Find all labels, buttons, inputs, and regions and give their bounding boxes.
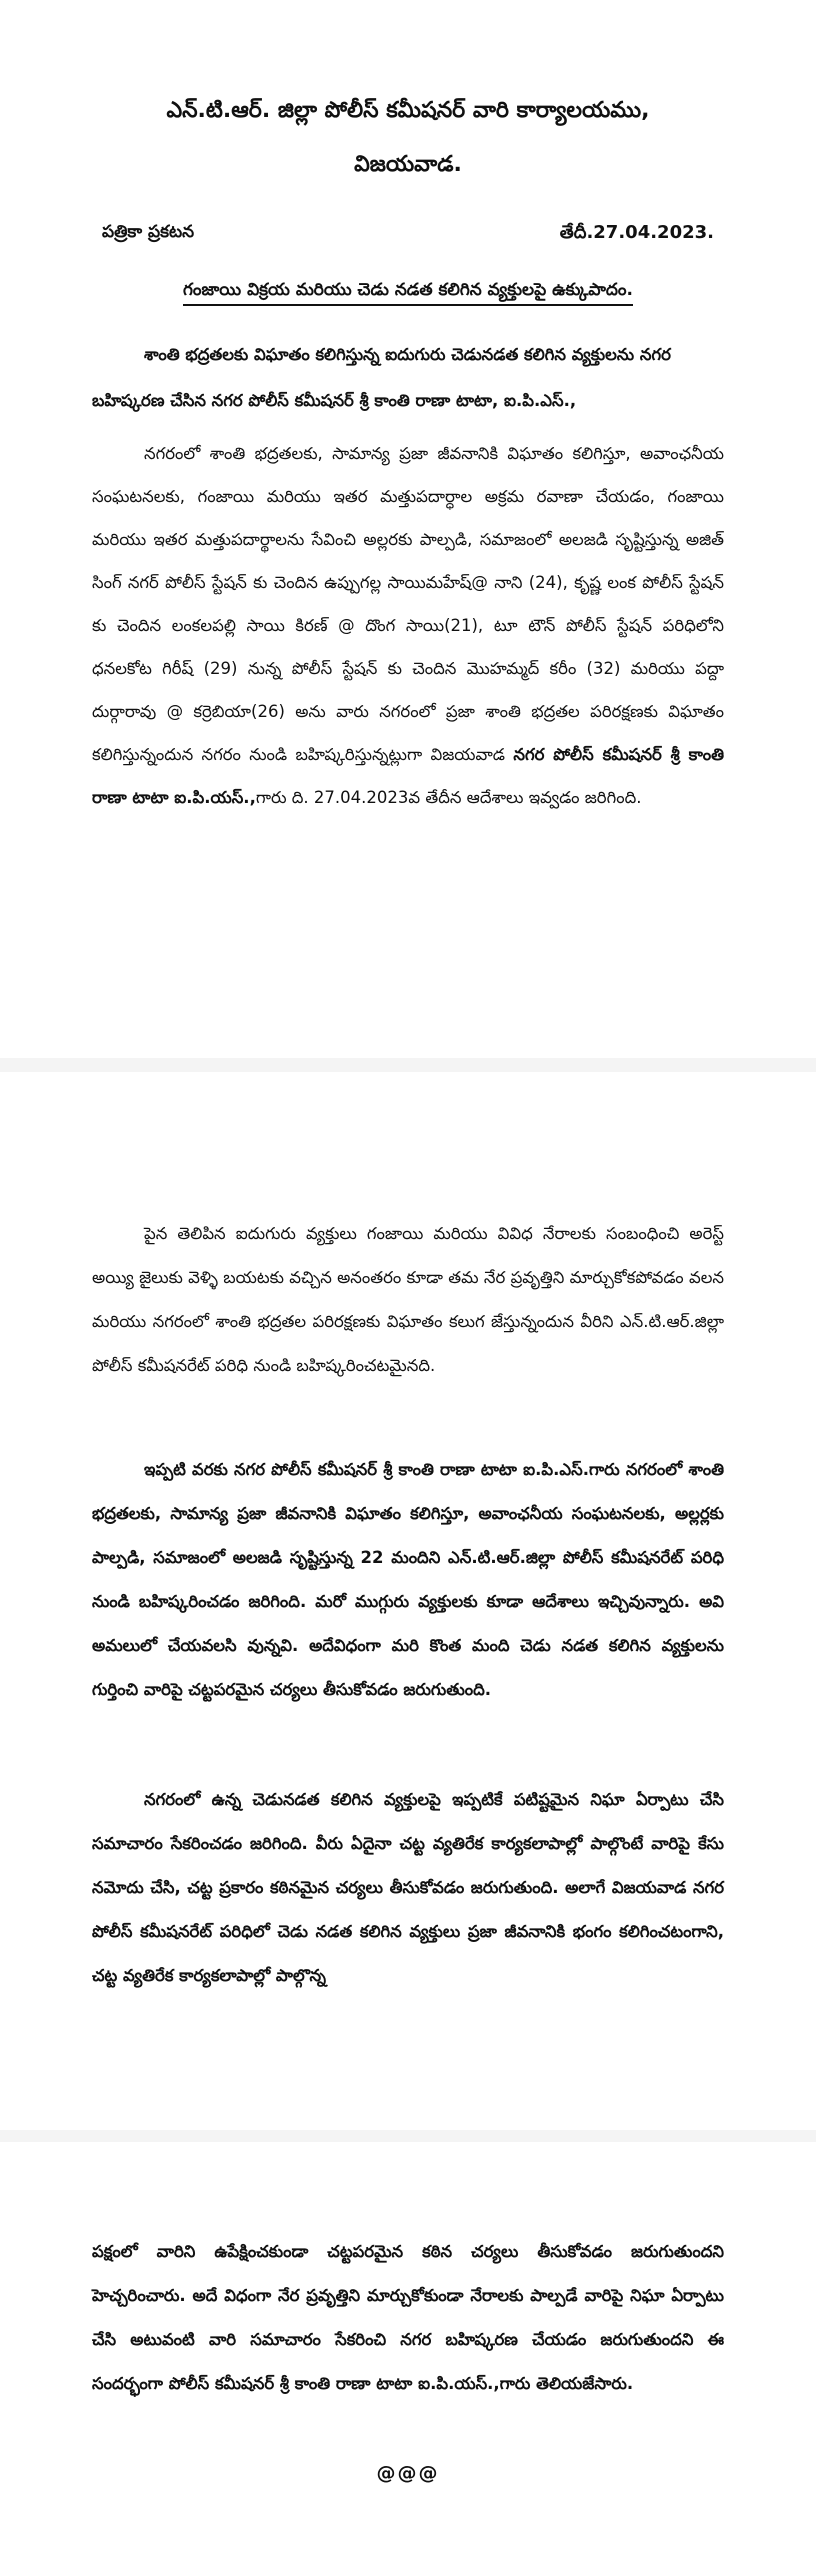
paragraph-1-tail: గారు ది. 27.04.2023వ తేదీన ఆదేశాలు ఇవ్వడం జరిగింది.	[255, 788, 642, 807]
release-date: తేదీ.27.04.2023.	[559, 222, 714, 243]
office-title: ఎన్.టి.ఆర్. జిల్లా పోలీస్ కమీషనర్ వారి కార్యాలయము,	[166, 98, 650, 123]
paragraph-3: ఇప్పటి వరకు నగర పోలీస్ కమీషనర్ శ్రీ కాంతి రాణా టాటా ఐ.పి.ఎస్.గారు నగరంలో శాంతి భద్రతలకు, సామాన్య ప్రజా జీవనానికి విఘాతం కలిగిస్తూ, అవాంఛనీయ సంఘటనలకు, అల్లర్లకు పాల్పడి, సమాజంలో అలజడి సృష్టిస్తున్న 22 మందిని ఎన్.టి.ఆర్.జిల్లా పోలీస్ కమీషనరేట్ పరిధి నుండి బహిష్కరించడం జరిగింది. మరో ముగ్గురు వ్యక్తులకు కూడా ఆదేశాలు ఇచ్చివున్నారు. అవి అమలులో చేయవలసి వున్నవి. అదేవిధంగా మరి కొంత మంది చెడు నడత కలిగిన వ్యక్తులను గుర్తించి వారిపై చట్టపరమైన చర్యలు తీసుకోవడం జరుగుతుంది.	[92, 1460, 724, 1699]
office-city: విజయవాడ.	[354, 152, 462, 177]
press-release-label: పత్రికా ప్రకటన	[102, 222, 195, 242]
intro-paragraph: శాంతి భద్రతలకు విఘాతం కలిగిస్తున్న ఐదుగురు చెడునడత కలిగిన వ్యక్తులను నగర బహిష్కరణ చేసిన నగర పోలీస్ కమీషనర్ శ్రీ కాంతి రాణా టాటా, ఐ.పి.ఎస్.,	[92, 345, 671, 410]
subject-line	[0, 280, 816, 304]
paragraph-1-text: నగరంలో శాంతి భద్రతలకు, సామాన్య ప్రజా జీవనానికి విఘాతం కలిగిస్తూ, అవాంఛనీయ సంఘటనలకు, గంజాయి మరియు ఇతర మత్తుపదార్ధాల అక్రమ రవాణా చేయడం, గంజాయి మరియు ఇతర మత్తుపదార్థాలను సేవించి అల్లరకు పాల్పడి, సమాజంలో అలజడి సృష్టిస్తున్న అజిత్ సింగ్ నగర్ పోలీస్ స్టేషన్ కు చెందిన ఉప్పుగల్ల సాయిమహేష్@ నాని (24), కృష్ణ లంక పోలీస్ స్టేషన్ కు చెందిన లంకలపల్లి సాయి కిరణ్ @ దొంగ సాయి(21), టూ టౌన్ పోలీస్ స్టేషన్ పరిధిలోని ధనలకోట గిరీష్ (29) నున్న పోలీస్ స్టేషన్ కు చెందిన మొహమ్మద్ కరీం (32) మరియు పద్దా దుర్గారావు @ కర్రెబియా(26) అను వారు నగరంలో ప్రజా శాంతి భద్రతల పరిరక్షణకు విఘాతం కలిగిస్తున్నందున నగరం నుండి బహిష్కరిస్తున్నట్లుగా విజయవాడ	[92, 444, 724, 764]
paragraph-1-commissioner: నగర పోలీస్ కమీషనర్ శ్రీ కాంతి రాణా టాటా ఐ.పి.యస్.,	[92, 745, 725, 807]
subject-text: గంజాయి విక్రయ మరియు చెడు నడత కలిగిన వ్యక్తులపై ఉక్కుపాదం.	[183, 280, 633, 306]
paragraph-5: పక్షంలో వారిని ఉపేక్షించకుండా చట్టపరమైన కఠిన చర్యలు తీసుకోవడం జరుగుతుందని హెచ్చరించారు. అదే విధంగా నేర ప్రవృత్తిని మార్చుకోకుండా నేరాలకు పాల్పడే వారిపై నిఘా ఏర్పాటు చేసి అటువంటి వారి సమాచారం సేకరించి నగర బహిష్కరణ చేయడం జరుగుతుందని ఈ సందర్భంగా పోలీస్ కమీషనర్ శ్రీ కాంతి రాణా టాటా ఐ.పి.యస్.,గారు తెలియజేసారు.	[92, 2242, 724, 2393]
paragraph-4: నగరంలో ఉన్న చెడునడత కలిగిన వ్యక్తులపై ఇప్పటికే పటిష్టమైన నిఘా ఏర్పాటు చేసి సమాచారం సేకరించడం జరిగింది. వీరు ఏదైనా చట్ట వ్యతిరేక కార్యకలాపాల్లో పాల్గొంటే వారిపై కేసు నమోదు చేసి, చట్ట ప్రకారం కఠినమైన చర్యలు తీసుకోవడం జరుగుతుంది. అలాగే విజయవాడ నగర పోలీస్ కమీషనరేట్ పరిధిలో చెడు నడత కలిగిన వ్యక్తులు ప్రజా జీవనానికి భంగం కలిగించటంగాని, చట్ట వ్యతిరేక కార్యకలాపాల్లో పాల్గొన్న	[92, 1790, 724, 1985]
paragraph-1	[92, 432, 724, 819]
paragraph-2: పైన తెలిపిన ఐదుగురు వ్యక్తులు గంజాయి మరియు వివిధ నేరాలకు సంబంధించి అరెస్ట్ అయ్యి జైలుకు వెళ్ళి బయటకు వచ్చిన అనంతరం కూడా తమ నేర ప్రవృత్తిని మార్చుకోకపోవడం వలన మరియు నగరంలో శాంతి భద్రతల పరిరక్షణకు విఘాతం కలుగ జేస్తున్నందున వీరిని ఎన్.టి.ఆర్.జిల్లా పోలీస్ కమీషనరేట్ పరిధి నుండి బహిష్కరించటమైనది.	[92, 1224, 724, 1375]
end-marker: @@@	[376, 2462, 440, 2484]
